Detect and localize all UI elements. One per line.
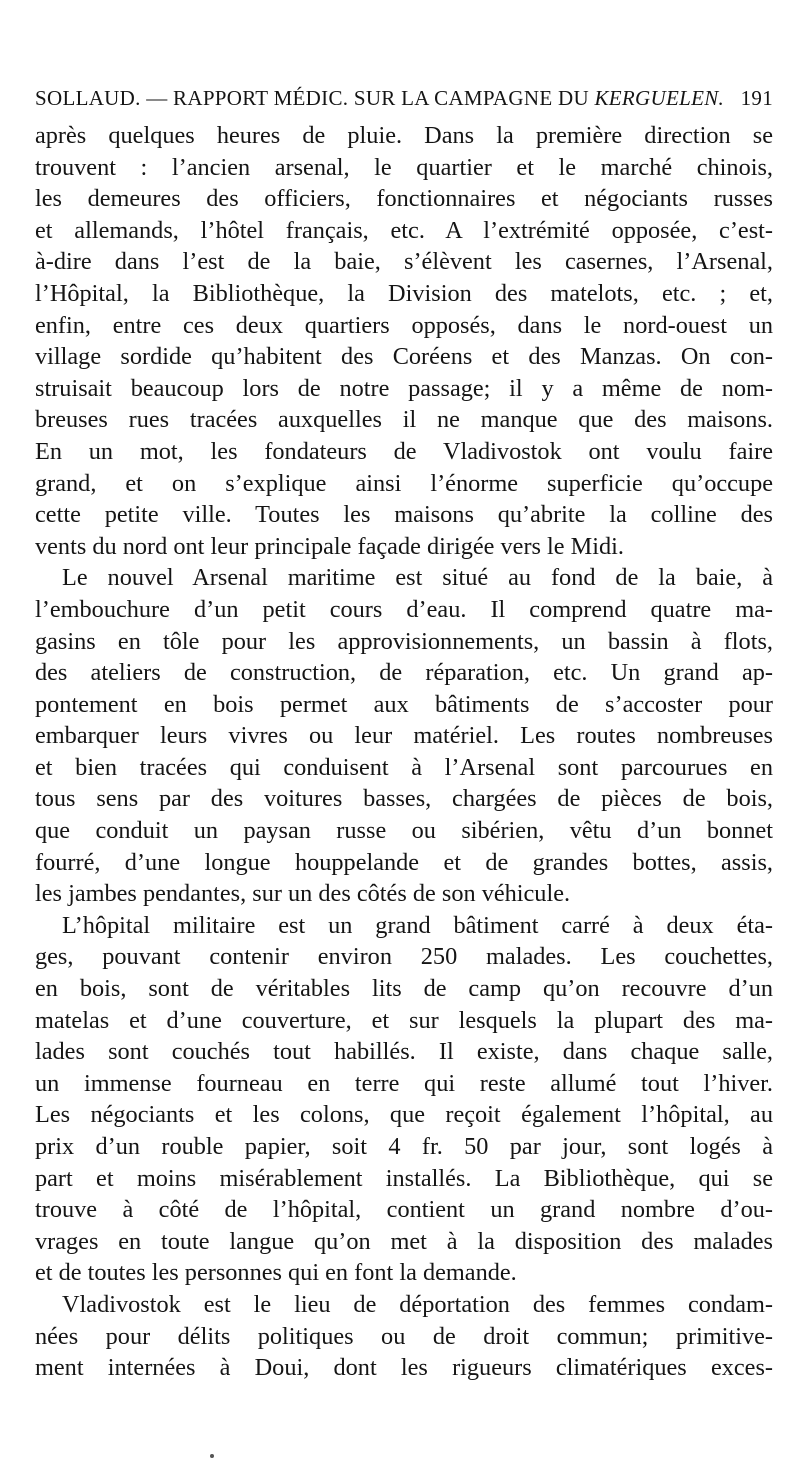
text-line: grand, et on s’explique ainsi l’énorme superficie qu’occupe xyxy=(35,469,773,497)
text-line: lades sont couchés tout habillés. Il existe, dans chaque salle, xyxy=(35,1038,773,1066)
text-line: fourré, d’une longue houppelande et de grandes bottes, assis, xyxy=(35,848,773,876)
text-line: cette petite ville. Toutes les maisons qu’abrite la colline des xyxy=(35,501,773,529)
text-line: trouvent : l’ancien arsenal, le quartier et le marché chinois, xyxy=(35,153,773,181)
ink-speck xyxy=(210,1454,214,1458)
running-header xyxy=(35,86,773,118)
text-line: embarquer leurs vivres ou leur matériel. Les routes nombreuses xyxy=(35,722,773,750)
text-line: et bien tracées qui conduisent à l’Arsenal sont parcourues en xyxy=(35,753,773,781)
text-line: l’embouchure d’un petit cours d’eau. Il comprend quatre ma- xyxy=(35,595,773,623)
header-ship-name: KERGUELEN. xyxy=(594,86,725,110)
paragraph-first-line: L’hôpital militaire est un grand bâtiment carré à deux éta- xyxy=(62,911,773,939)
text-line: vrages en toute langue qu’on met à la disposition des malades xyxy=(35,1227,773,1255)
text-line: à-dire dans l’est de la baie, s’élèvent les casernes, l’Arsenal, xyxy=(35,248,773,276)
text-line: breuses rues tracées auxquelles il ne manque que des maisons. xyxy=(35,406,773,434)
page-number: 191 xyxy=(740,86,773,110)
text-line: les jambes pendantes, sur un des côtés de son véhicule. xyxy=(35,880,571,908)
header-title xyxy=(35,86,724,111)
text-line: ges, pouvant contenir environ 250 malades. Les couchettes, xyxy=(35,943,773,971)
text-line: que conduit un paysan russe ou sibérien, vêtu d’un bonnet xyxy=(35,817,773,845)
text-line: matelas et d’une couverture, et sur lesquels la plupart des ma- xyxy=(35,1006,773,1034)
text-line: prix d’un rouble papier, soit 4 fr. 50 par jour, sont logés à xyxy=(35,1133,773,1160)
body-text xyxy=(35,120,773,1384)
header-title-text: SOLLAUD. — RAPPORT MÉDIC. SUR LA CAMPAGNE DU xyxy=(35,86,595,110)
text-line: village sordide qu’habitent des Coréens et des Manzas. On con- xyxy=(35,343,773,371)
text-line: part et moins misérablement installés. La Bibliothèque, qui se xyxy=(35,1164,773,1192)
text-line: en bois, sont de véritables lits de camp qu’on recouvre d’un xyxy=(35,975,773,1003)
text-line: des ateliers de construction, de réparation, etc. Un grand ap- xyxy=(35,659,773,687)
text-line: un immense fourneau en terre qui reste allumé tout l’hiver. xyxy=(35,1069,773,1097)
text-line: ment internées à Doui, dont les rigueurs climatériques exces- xyxy=(35,1354,773,1382)
text-line: l’Hôpital, la Bibliothèque, la Division des matelots, etc. ; et, xyxy=(35,279,773,307)
text-line: et allemands, l’hôtel français, etc. A l’extrémité opposée, c’est- xyxy=(35,216,773,244)
text-line: enfin, entre ces deux quartiers opposés, dans le nord-ouest un xyxy=(35,311,773,339)
text-line: gasins en tôle pour les approvisionnements, un bassin à flots, xyxy=(35,627,773,655)
text-line: les demeures des officiers, fonctionnaires et négociants russes xyxy=(35,185,773,213)
text-line: pontement en bois permet aux bâtiments de s’accoster pour xyxy=(35,690,773,718)
text-line: tous sens par des voitures basses, chargées de pièces de bois, xyxy=(35,785,773,813)
text-line: trouve à côté de l’hôpital, contient un grand nombre d’ou- xyxy=(35,1196,773,1224)
text-line: vents du nord ont leur principale façade dirigée vers le Midi. xyxy=(35,532,624,560)
text-line: et de toutes les personnes qui en font la demande. xyxy=(35,1259,517,1287)
paragraph-first-line: Le nouvel Arsenal maritime est situé au fond de la baie, à xyxy=(62,564,773,592)
text-line: struisait beaucoup lors de notre passage; il y a même de nom- xyxy=(35,374,773,402)
paragraph-first-line: Vladivostok est le lieu de déportation des femmes condam- xyxy=(62,1290,773,1318)
text-line: En un mot, les fondateurs de Vladivostok ont voulu faire xyxy=(35,437,773,465)
text-line: nées pour délits politiques ou de droit commun; primitive- xyxy=(35,1322,773,1350)
text-line: après quelques heures de pluie. Dans la première direction se xyxy=(35,122,773,149)
text-line: Les négociants et les colons, que reçoit également l’hôpital, au xyxy=(35,1101,773,1129)
